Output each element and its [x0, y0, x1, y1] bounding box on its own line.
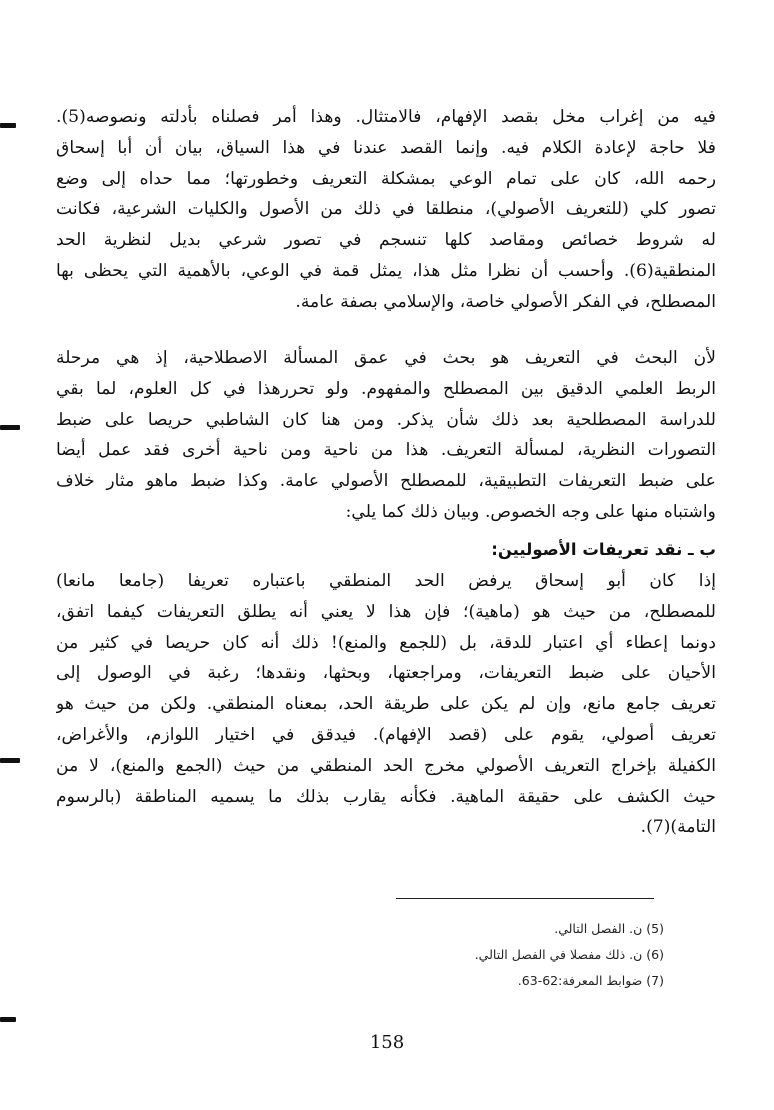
text-line: المنطقية(6). وأحسب أن نظرا مثل هذا، يمثل قمة في الوعي، بالأهمية التي يحظى بها: [56, 260, 716, 281]
footnote: (7) ضوابط المعرفة:62-63.: [517, 973, 664, 988]
margin-mark: [0, 758, 20, 763]
text-line: على ضبط التعريفات التطبيقية، للمصطلح الأصولي عامة. وكذا ضبط ماهو مثار خلاف: [56, 471, 716, 492]
text-line: له شروط خصائص ومقاصد كلها تنسجم في تصور شرعي بديل لنظرية الحد: [56, 230, 716, 251]
footnote: (5) ن. الفصل التالي.: [554, 921, 664, 936]
footnote-separator: [396, 898, 654, 899]
text-line: للمصطلح، من حيث هو (ماهية)؛ فإن هذا لا يعني أنه يطلق التعريفات كيفما اتفق،: [56, 601, 716, 622]
text-line: حيث الكشف على حقيقة الماهية. فكأنه يقارب بذلك ما يسميه المناطقة (بالرسوم: [56, 786, 716, 807]
margin-mark: [0, 123, 16, 128]
paragraph-three: [56, 566, 716, 843]
paragraph-two: [56, 343, 716, 528]
text-line: لأن البحث في التعريف هو بحث في عمق المسألة الاصطلاحية، إذ هي مرحلة: [56, 348, 716, 368]
text-line: للدراسة المصطلحية بعد ذلك شأن يذكر. ومن هنا كان الشاطبي حريصا على ضبط: [56, 409, 716, 430]
footnote: (6) ن. ذلك مفصلا في الفصل التالي.: [474, 947, 664, 962]
text-line: تصور كلي (للتعريف الأصولي)، منطلقا في ذلك من الأصول والكليات الشرعية، فكانت: [56, 199, 716, 220]
margin-mark: [0, 1017, 16, 1022]
section-heading: ب ـ نقد تعريفات الأصوليين:: [491, 540, 716, 559]
margin-mark: [0, 425, 20, 430]
text-line: الأحيان على ضبط التعريفات، ومراجعتها، وبحثها، ونقدها؛ رغبة في الوصول إلى: [56, 663, 716, 684]
text-line: تعريف جامع مانع، وإن لم يكن على طريقة الحد، بمعناه المنطقي. ولكن من حيث هو: [56, 694, 716, 715]
text-line: تعريف أصولي، يقوم على (قصد الإفهام). فيدقق في اختيار اللوازم، والأغراض،: [56, 724, 716, 745]
text-line: فلا حاجة لإعادة الكلام فيه. وإنما القصد عندنا في هذا السياق، بيان أن أبا إسحاق: [56, 137, 716, 158]
text-line: دونما إعطاء أي اعتبار للدقة، بل (للجمع والمنع)! ذلك أنه كان حريصا في كثير من: [56, 632, 716, 653]
footnotes: [475, 916, 664, 994]
page-number: 158: [369, 1032, 405, 1053]
text-line: رحمه الله، كان على تمام الوعي بمشكلة التعريف وخطورتها؛ مما حداه إلى وضع: [56, 168, 716, 189]
text-line: الكفيلة بإخراج التعريف الأصولي مخرج الحد المنطقي من حيث (الجمع والمنع)، لا من: [56, 755, 716, 776]
text-line: الربط العلمي الدقيق بين المصطلح والمفهوم. ولو تحررهذا في كل العلوم، لما بقي: [56, 378, 716, 399]
text-line: التصورات النظرية، لمسألة التعريف. هذا من ناحية ومن ناحية أخرى فقد عمل أيضا: [56, 440, 716, 461]
text-line: إذا كان أبو إسحاق يرفض الحد المنطقي باعتباره تعريفا (جامعا مانعا): [56, 571, 716, 591]
text-line: واشتباه منها على وجه الخصوص. وبيان ذلك كما يلي:: [345, 501, 716, 522]
text-line: فيه من إغراب مخل بقصد الإفهام، فالامتثال. وهذا أمر فصلناه بأدلته ونصوصه(5).: [56, 107, 716, 127]
paragraph-one: [56, 102, 716, 318]
text-line: التامة)(7).: [640, 817, 716, 838]
text-line: المصطلح، في الفكر الأصولي خاصة، والإسلامي بصفة عامة.: [295, 291, 716, 312]
